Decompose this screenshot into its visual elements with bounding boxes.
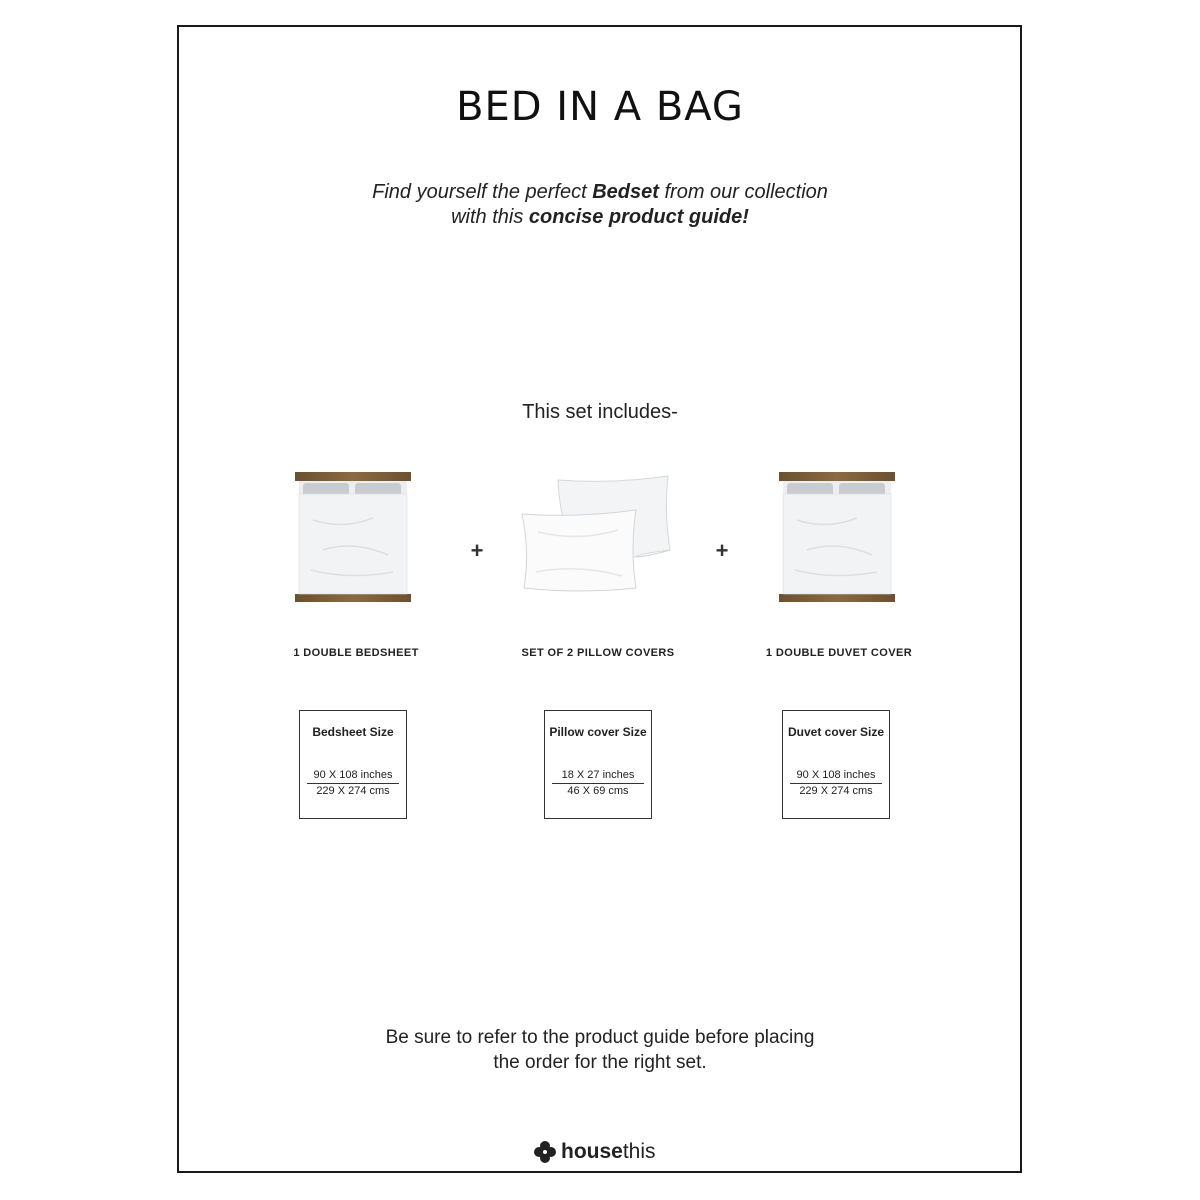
- divider: [790, 783, 882, 784]
- size-cms: 46 X 69 cms: [567, 785, 629, 797]
- size-title: Bedsheet Size: [312, 725, 394, 739]
- brand-logo: [533, 1138, 656, 1166]
- subtitle-text: with this: [451, 206, 529, 228]
- size-title: Duvet cover Size: [787, 725, 885, 739]
- divider: [307, 783, 399, 784]
- divider: [552, 783, 644, 784]
- plus-sign: +: [470, 538, 484, 563]
- note-line: Be sure to refer to the product guide before placing: [385, 1027, 815, 1048]
- size-inches: 18 X 27 inches: [561, 769, 635, 781]
- pillows-icon: [518, 472, 678, 597]
- item-label: 1 DOUBLE DUVET COVER: [765, 647, 913, 659]
- subtitle-emphasis: concise product guide!: [528, 206, 749, 228]
- note-line: the order for the right set.: [493, 1052, 707, 1073]
- plus-sign: +: [715, 538, 729, 563]
- size-inches: 90 X 108 inches: [796, 769, 876, 781]
- subtitle: [0, 180, 1200, 230]
- bed-top-view-icon: [293, 470, 413, 605]
- size-box: [782, 710, 890, 819]
- brand-name-bold: house: [561, 1140, 623, 1163]
- item-label: SET OF 2 PILLOW COVERS: [521, 647, 675, 659]
- includes-heading: This set includes-: [522, 401, 678, 423]
- brand-name-regular: this: [622, 1140, 656, 1163]
- size-inches: 90 X 108 inches: [313, 769, 393, 781]
- item-label: 1 DOUBLE BEDSHEET: [293, 647, 419, 659]
- subtitle-text: from our collection: [658, 181, 828, 203]
- subtitle-text: Find yourself the perfect: [372, 181, 593, 203]
- subtitle-emphasis: Bedset: [592, 181, 659, 203]
- size-box: [544, 710, 652, 819]
- size-box: [299, 710, 407, 819]
- size-cms: 229 X 274 cms: [799, 785, 873, 797]
- page-title: BED IN A BAG: [456, 84, 744, 130]
- size-cms: 229 X 274 cms: [316, 785, 390, 797]
- flower-logo-icon: [533, 1140, 557, 1164]
- bed-top-view-icon: [777, 470, 897, 605]
- footer-note: [0, 1025, 1200, 1075]
- size-title: Pillow cover Size: [549, 725, 647, 739]
